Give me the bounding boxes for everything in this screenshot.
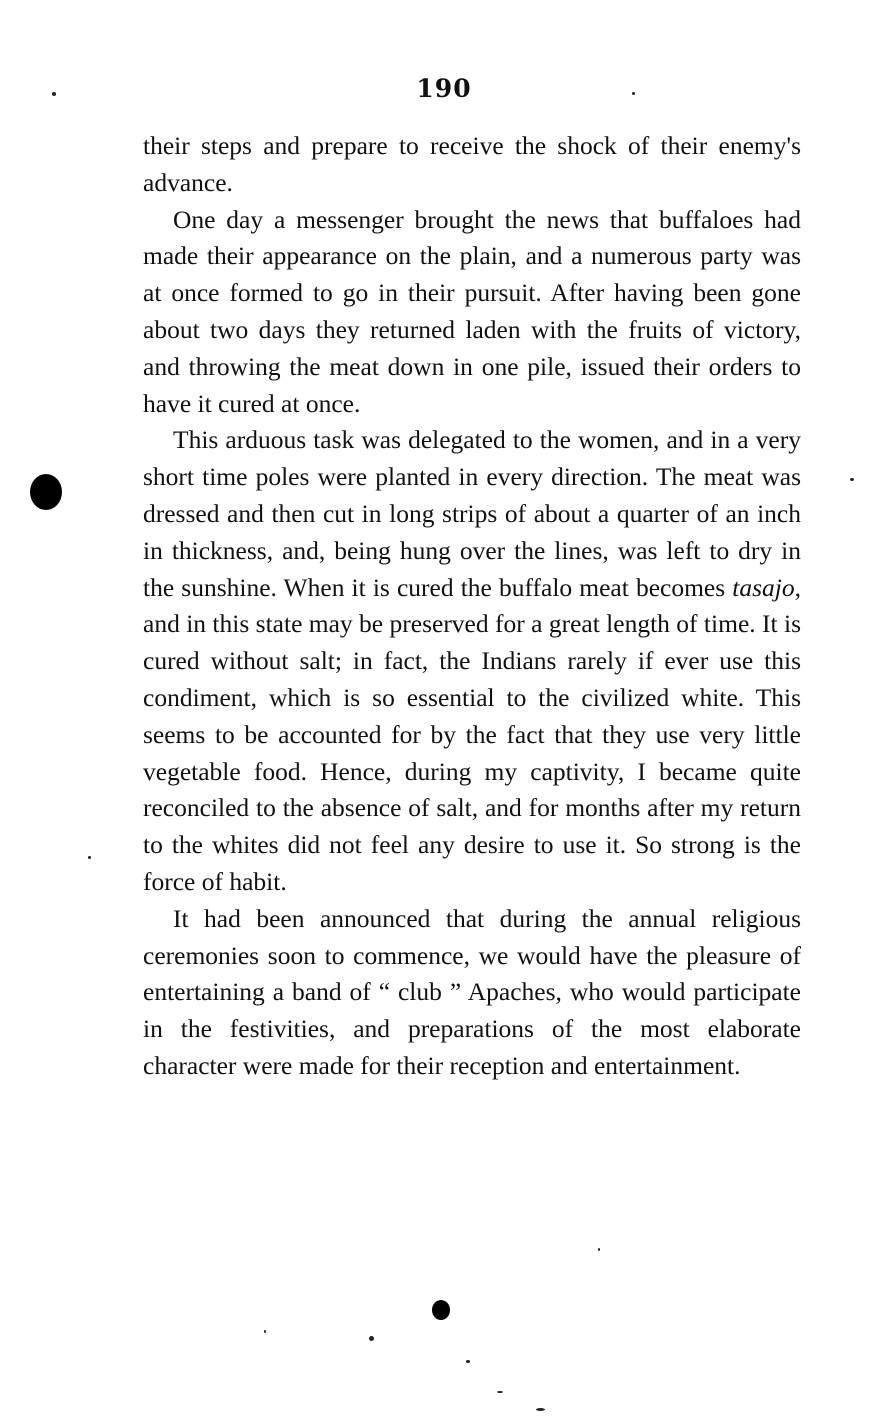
page-number: 190 <box>416 74 472 103</box>
paragraph-2: One day a messenger brought the news that buffaloes had made their appearance on the plain, and a numerous party was at once formed to go in their pursuit. After having been gone about two days they returned laden with the fruits of victory, and throwing the meat down in one pile, issued their orders to have it cured at once. <box>143 204 801 418</box>
paragraph-3-text-b: , and in this state may be preserved for a great length of time. It is cured without salt; in fact, the Indians rarely if ever use this condiment, which is so essential to the civilized white. This seems to be accounted for by the fact that they use very little vegetable food. Hence, during my captivity, I became quite reconciled to the absence of salt, and for months after my return to the whites did not feel any desire to use it. So strong is the force of habit. <box>143 572 801 896</box>
ink-speck <box>52 92 56 96</box>
paragraph-3-text-a: This arduous task was delegated to the women, and in a very short time poles were planted in every direction. The meat was dressed and then cut in long strips of about a quarter of an inch in thickness, and, being hung over the lines, was left to dry in the sunshine. When it is cured the buffalo meat becomes <box>143 425 801 602</box>
ink-speck <box>850 478 854 481</box>
italic-term: tasajo <box>732 572 795 602</box>
ink-blot-bottom <box>432 1300 450 1320</box>
ink-speck <box>632 92 635 95</box>
ink-blot-left <box>30 474 62 510</box>
ink-speck <box>264 1330 266 1333</box>
ink-speck <box>497 1391 503 1393</box>
paragraph-4: It had been announced that during the annual religious ceremonies soon to commence, we would have the pleasure of entertaining a band of “ club ” Apaches, who would participate in the festivities, and preparations of the most elaborate character were made for their reception and entertainment. <box>143 903 801 1080</box>
paragraph-1: their steps and prepare to receive the shock of their enemy's advance. <box>143 131 801 197</box>
ink-speck <box>466 1360 470 1363</box>
ink-speck <box>369 1336 374 1341</box>
ink-speck <box>598 1248 600 1251</box>
ink-speck <box>88 856 91 859</box>
paragraph-3 <box>143 422 801 900</box>
ink-speck <box>536 1408 545 1411</box>
body-text <box>143 128 801 1085</box>
